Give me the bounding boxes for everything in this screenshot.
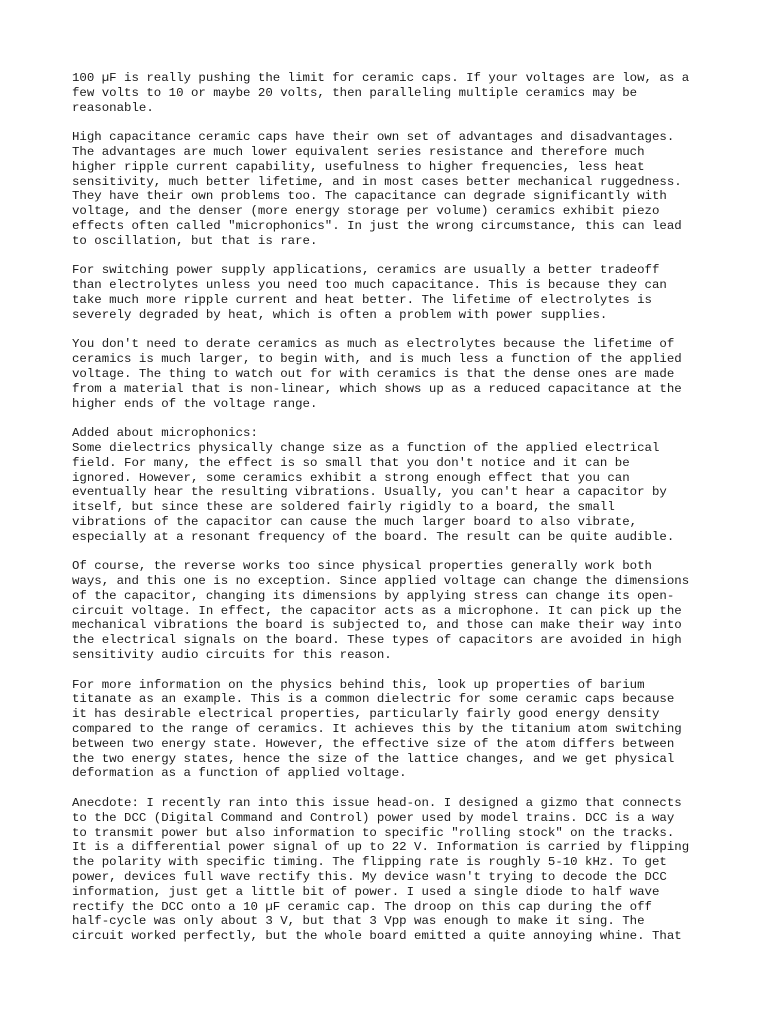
text-line: For more information on the physics behind this, look up properties of barium [72, 677, 645, 692]
text-line: the polarity with specific timing. The flipping rate is roughly 5-10 kHz. To get [72, 855, 667, 870]
text-line: information, just get a little bit of power. I used a single diode to half wave [72, 884, 660, 899]
text-line: They have their own problems too. The capacitance can degrade significantly with [72, 189, 667, 204]
text-line: higher ends of the voltage range. [72, 396, 318, 411]
text-line: voltage. The thing to watch out for with ceramics is that the dense ones are made [72, 366, 675, 381]
text-line: ceramics is much larger, to begin with, and is much less a function of the applied [72, 352, 682, 367]
text-line: higher ripple current capability, usefulness to higher frequencies, less heat [72, 159, 645, 174]
text-line: mechanical vibrations the board is subjected to, and those can make their way into [72, 618, 682, 633]
paragraph-anecdote [72, 796, 712, 944]
text-line: ways, and this one is no exception. Since applied voltage can change the dimensions [72, 574, 690, 589]
paragraph-ceramic-limit [72, 71, 712, 115]
paragraph-barium-titanate [72, 678, 712, 782]
text-line: the two energy states, hence the size of the lattice changes, and we get physical [72, 751, 675, 766]
text-line: rectify the DCC onto a 10 µF ceramic cap. The droop on this cap during the off [72, 899, 652, 914]
text-line: compared to the range of ceramics. It achieves this by the titanium atom switching [72, 722, 682, 737]
text-line: the electrical signals on the board. These types of capacitors are avoided in high [72, 633, 682, 648]
paragraph-microphonics [72, 426, 712, 544]
text-line: between two energy state. However, the effective size of the atom differs between [72, 736, 675, 751]
text-line: from a material that is non-linear, which shows up as a reduced capacitance at the [72, 381, 682, 396]
text-line: It is a differential power signal of up to 22 V. Information is carried by flipping [72, 840, 690, 855]
text-line: You don't need to derate ceramics as much as electrolytes because the lifetime of [72, 337, 675, 352]
text-line: of the capacitor, changing its dimensions by applying stress can change its open- [72, 588, 675, 603]
paragraph-advantages [72, 130, 712, 248]
text-line: especially at a resonant frequency of the board. The result can be quite audible. [72, 529, 675, 544]
text-line: vibrations of the capacitor can cause the much larger board to also vibrate, [72, 514, 638, 529]
text-line: to transmit power but also information to specific "rolling stock" on the tracks. [72, 825, 675, 840]
text-line: voltage, and the denser (more energy storage per volume) ceramics exhibit piezo [72, 204, 660, 219]
text-line: 100 µF is really pushing the limit for ceramic caps. If your voltages are low, as a [72, 71, 690, 85]
text-line: severely degraded by heat, which is often a problem with power supplies. [72, 307, 608, 322]
text-line: deformation as a function of applied voltage. [72, 766, 407, 781]
text-line: The advantages are much lower equivalent series resistance and therefore much [72, 144, 645, 159]
paragraph-switching-supplies [72, 263, 712, 322]
text-line: field. For many, the effect is so small that you don't notice and it can be [72, 455, 630, 470]
text-line: reasonable. [72, 100, 154, 115]
text-line: power, devices full wave rectify this. My device wasn't trying to decode the DCC [72, 870, 667, 885]
text-line: Added about microphonics: [72, 426, 258, 441]
text-line: circuit voltage. In effect, the capacitor acts as a microphone. It can pick up the [72, 603, 682, 618]
text-line: take much more ripple current and heat better. The lifetime of electrolytes is [72, 292, 652, 307]
text-line: ignored. However, some ceramics exhibit a strong enough effect that you can [72, 470, 630, 485]
text-line: circuit worked perfectly, but the whole board emitted a quite annoying whine. That [72, 929, 682, 944]
paragraph-reverse-effect [72, 559, 712, 663]
text-line: Anecdote: I recently ran into this issue head-on. I designed a gizmo that connects [72, 796, 682, 811]
text-line: than electrolytes unless you need too much capacitance. This is because they can [72, 278, 667, 293]
text-line: few volts to 10 or maybe 20 volts, then paralleling multiple ceramics may be [72, 85, 638, 100]
text-line: Some dielectrics physically change size as a function of the applied electrical [72, 440, 660, 455]
text-line: to the DCC (Digital Command and Control) power used by model trains. DCC is a way [72, 810, 675, 825]
text-line: sensitivity audio circuits for this reason. [72, 648, 392, 663]
text-line: effects often called "microphonics". In just the wrong circumstance, this can lead [72, 218, 682, 233]
text-line: itself, but since these are soldered fairly rigidly to a board, the small [72, 500, 615, 515]
text-line: half-cycle was only about 3 V, but that 3 Vpp was enough to make it sing. The [72, 914, 645, 929]
text-line: sensitivity, much better lifetime, and in most cases better mechanical ruggedness. [72, 174, 682, 189]
document-page [72, 71, 712, 959]
text-line: it has desirable electrical properties, particularly fairly good energy density [72, 707, 660, 722]
text-line: to oscillation, but that is rare. [72, 233, 318, 248]
text-line: Of course, the reverse works too since physical properties generally work both [72, 559, 652, 574]
text-line: For switching power supply applications, ceramics are usually a better tradeoff [72, 263, 660, 278]
text-line: eventually hear the resulting vibrations. Usually, you can't hear a capacitor by [72, 485, 667, 500]
text-line: High capacitance ceramic caps have their own set of advantages and disadvantages. [72, 130, 675, 145]
text-line: titanate as an example. This is a common dielectric for some ceramic caps because [72, 692, 675, 707]
paragraph-derating [72, 337, 712, 411]
